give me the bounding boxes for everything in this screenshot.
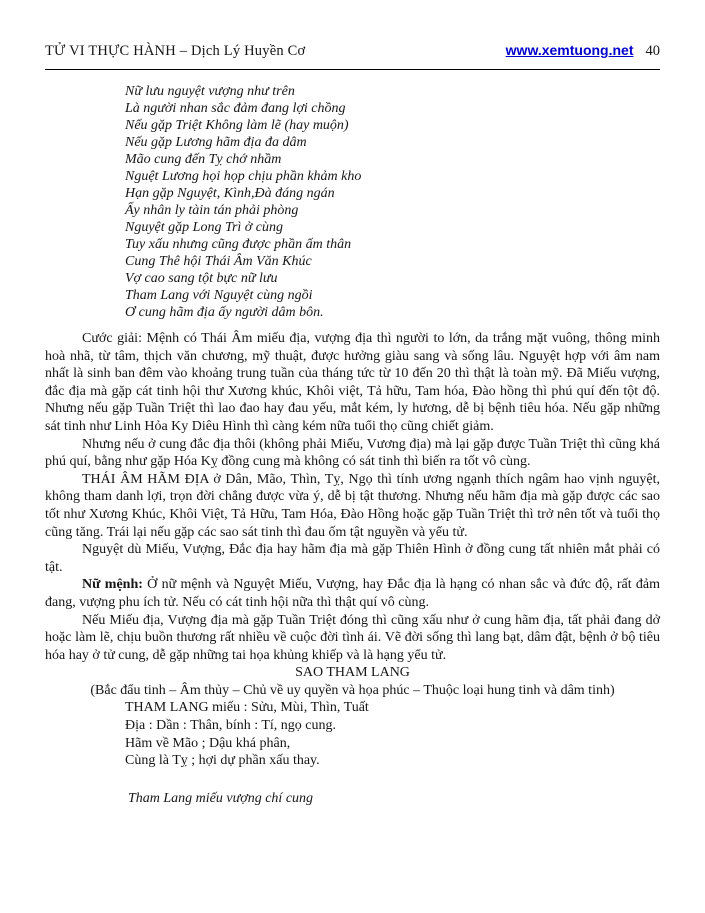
attribute-line: THAM LANG miếu : Sửu, Mùi, Thìn, Tuất: [125, 700, 369, 716]
paragraph: Nguyệt dù Miếu, Vượng, Đắc địa hay hãm địa mà gặp Thiên Hình ở đồng cung tất nhiên mắt phải có tật.: [45, 542, 660, 575]
body-text: [45, 330, 660, 664]
verse-line: Nữ lưu nguyệt vượng như trên: [125, 84, 295, 99]
paragraph: Nếu Miếu địa, Vượng địa mà gặp Tuần Triệt đóng thì cũng xấu như ở cung hãm địa, tất phải đang dở hoặc làm lẽ, chịu buồn thương rất nhiều về cuộc đời tình ái. Vẽ đời sống thì lang bạt, dâm đật, bệnh ở bộ tiêu hóa hay ở tử cung, dễ gặp những tai họa khủng khiếp và là hạng yểu tử.: [45, 612, 660, 663]
paragraph: Nữ mệnh: Ở nữ mệnh và Nguyệt Miếu, Vượng, hay Đắc địa là hạng có nhan sắc và đức độ, rất đảm đang, vượng phu ích tử. Nếu có cát tinh hội nữa thì thật quí vô cùng.: [45, 577, 660, 610]
verse-line: Ấy nhân ly tàin tán phải phòng: [125, 203, 299, 218]
verse-footer-line: Tham Lang miếu vượng chí cung: [128, 790, 314, 806]
attribute-line: Hãm về Mão ; Dậu khá phân,: [125, 735, 291, 751]
verse-line: Là người nhan sắc đảm đang lợi chồng: [125, 101, 346, 116]
verse-line: Tuy xấu nhưng cũng được phần ấm thân: [125, 237, 352, 252]
paragraph: THÁI ÂM HÃM ĐỊA ở Dân, Mão, Thìn, Tỵ, Ngọ thì tính ương ngạnh thích ngâm hao vịnh nguyệt, không tham danh lợi, trọn đời chẳng được vừa ý, dễ bị tật thương. Nhưng nếu hãm địa mà gặp được các sao tốt như Xương Khúc, Khôi Việt, Tả Hữu, Tam Hóa, Đào Hồng hoặc gặp Tuần Triệt thì trở nên tốt và tuổi thọ cũng tăng. Trái lại nếu gặp các sao sát tinh thì đau ốm tật nguyền và yểu tử.: [45, 471, 660, 540]
verse-line: Tham Lang với Nguyệt cùng ngồi: [125, 288, 313, 303]
attribute-line: Cùng là Tỵ ; hợi dự phần xấu thay.: [125, 753, 320, 769]
section-subtitle: (Bắc đẩu tinh – Âm thủy – Chủ về uy quyền và họa phúc – Thuộc loại hung tinh và dâm tinh): [90, 682, 615, 698]
attribute-line: Địa : Dần : Thân, bính : Tí, ngọ cung.: [125, 718, 337, 734]
header-right: [506, 42, 660, 60]
verse-line: Nguệt Lương họi họp chịu phần khảm kho: [125, 169, 362, 184]
section-heading: SAO THAM LANG: [295, 665, 410, 681]
verse-line: Mão cung đến Tỵ chớ nhầm: [125, 152, 282, 167]
page-number: 40: [645, 43, 660, 59]
verse-line: Hạn gặp Nguyệt, Kình,Đà đáng ngán: [125, 186, 335, 201]
header-divider: [45, 69, 660, 70]
paragraph: Cước giải: Mệnh có Thái Âm miếu địa, vượng địa thì người to lớn, da trắng mặt vuông, thông minh hoà nhã, từ tâm, thịch văn chương, mỹ thuật, được hưởng giàu sang và sống lâu. Nguyệt hợp với âm nam nhất là sinh ban đêm vào khoảng trung tuần của tháng tức từ 10 đến 20 thì thật là toàn mỹ. Đã Miếu vượng, đắc địa mà gặp cát tinh hội thư Xương khúc, Khôi việt, Tả hữu, Tam hóa, Đào hồng thì phú quí đến tột độ. Nhưng nếu gặp Tuần Triệt thì lao đao hay đau yếu, mắt kém, ly hương, dễ bị bệnh tiêu hóa. Nếu gặp những sát tinh như Linh Hỏa Ky Diêu Hình thì càng kém nữa tuổi thọ cũng chiết giảm.: [45, 331, 660, 434]
verse-line: Ơ cung hãm địa ấy người dâm bôn.: [125, 305, 324, 320]
verse-line: Cung Thê hội Thái Âm Văn Khúc: [125, 254, 312, 269]
website-link[interactable]: www.xemtuong.net: [505, 42, 634, 58]
paragraph: Nhưng nếu ở cung đắc địa thôi (không phải Miếu, Vương địa) mà lại gặp được Tuần Triệt thì cũng khá phú quí, bằng như gặp Hóa Kỵ đồng cung mà không có sát tinh thì biến ra tốt vô cùng.: [45, 436, 660, 470]
paragraph-lead: Nữ mệnh:: [82, 577, 143, 593]
attribute-lines: [125, 699, 660, 769]
verse-block: [125, 83, 660, 321]
verse-line: Nguyệt gặp Long Trì ở cùng: [125, 220, 283, 235]
page-header: [45, 42, 660, 60]
page-title: TỬ VI THỰC HÀNH – Dịch Lý Huyền Cơ: [45, 43, 306, 59]
verse-line: Nếu gặp Triệt Không làm lẽ (hay muộn): [125, 118, 349, 133]
verse-line: Vợ cao sang tột bực nữ lưu: [125, 271, 278, 286]
verse-line: Nếu gặp Lương hãm địa đa dâm: [125, 135, 307, 150]
